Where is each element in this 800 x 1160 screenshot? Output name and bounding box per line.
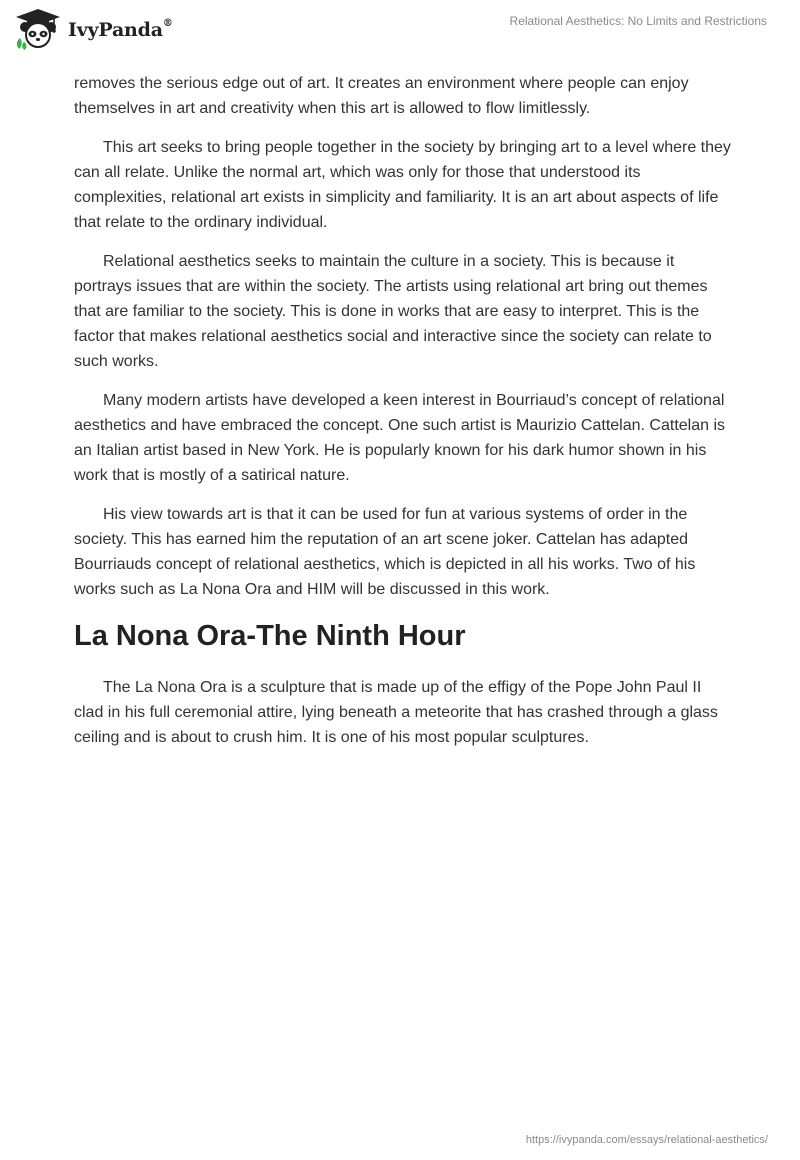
paragraph: Many modern artists have developed a keen interest in Bourriaud’s concept of relational aesthetics and have embraced the concept. One such artist is Maurizio Cattelan. Cattelan is an Italian artist based in New York. He is popularly known for his dark humor shown in his work that is mostly of a satirical nature. bbox=[74, 392, 726, 484]
panda-graduate-icon bbox=[14, 8, 62, 50]
paragraph: This art seeks to bring people together in the society by bringing art to a level where they can all relate. Unlike the normal art, which was only for those that understood its complexities, relational art exists in simplicity and familiarity. It is an art about aspects of life that relate to the ordinary individual. bbox=[74, 139, 731, 231]
source-url[interactable]: https://ivypanda.com/essays/relational-aesthetics/ bbox=[525, 1134, 768, 1146]
essay-content bbox=[74, 71, 734, 764]
registered-mark: ® bbox=[162, 17, 173, 29]
ivypanda-logo[interactable] bbox=[14, 8, 173, 50]
paragraph: Relational aesthetics seeks to maintain the culture in a society. This is because it portrays issues that are within the society. The artists using relational art bring out themes that are familiar to the society. This is done in works that are easy to interpret. This is the factor that makes relational aesthetics social and interactive since the society can relate to such works. bbox=[74, 253, 712, 370]
paragraph: His view towards art is that it can be used for fun at various systems of order in the society. This has earned him the reputation of an art scene joker. Cattelan has adapted Bourriauds concept of relational aesthetics, which is depicted in all his works. Two of his works such as La Nona Ora and HIM will be discussed in this work. bbox=[74, 506, 696, 598]
paragraph-continuation: removes the serious edge out of art. It creates an environment where people can enjoy themselves in art and creativity when this art is allowed to flow limitlessly. bbox=[74, 75, 689, 117]
paragraph: The La Nona Ora is a sculpture that is made up of the effigy of the Pope John Paul II clad in his full ceremonial attire, lying beneath a meteorite that has crashed through a glass ceiling and is about to crush him. It is one of his most popular sculptures. bbox=[74, 679, 718, 746]
section-heading: La Nona Ora-The Ninth Hour bbox=[74, 620, 466, 652]
page-header bbox=[0, 0, 800, 66]
document-title: Relational Aesthetics: No Limits and Restrictions bbox=[509, 14, 767, 28]
brand-name: IvyPanda® bbox=[68, 17, 173, 41]
